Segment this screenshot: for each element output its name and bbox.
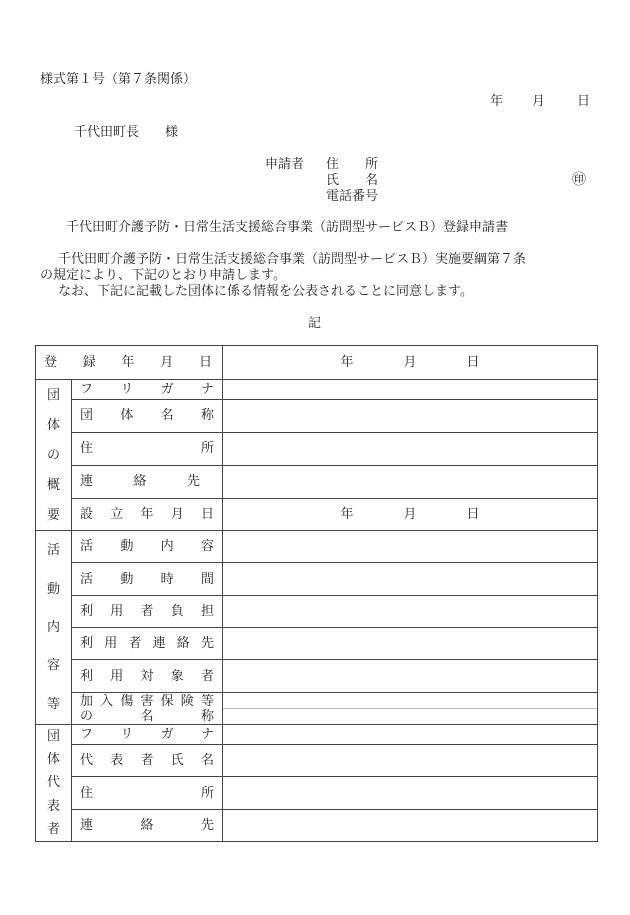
label-char: 内: [160, 539, 174, 554]
target-users-label: [72, 660, 223, 693]
label-char: リ: [120, 727, 134, 743]
label-char: 名: [140, 708, 154, 724]
label-char: 年: [340, 506, 354, 522]
label-char: 者: [128, 636, 142, 651]
label-char: 体: [46, 417, 60, 433]
label-char: リ: [120, 382, 134, 398]
ki-heading: 記: [308, 316, 322, 331]
label-char: 連: [80, 474, 94, 490]
form-number: 様式第１号（第７条関係）: [40, 72, 197, 87]
label-char: 険: [180, 693, 194, 709]
rep-address-label: [72, 777, 223, 809]
applicant-phone-label: 電話番号: [326, 189, 379, 204]
insurance-label: [72, 693, 223, 725]
activity-time-field[interactable]: [223, 563, 598, 596]
label-char: 月: [403, 506, 417, 522]
label-char: 活: [46, 543, 60, 559]
rep-furigana-label: [72, 725, 223, 745]
label-char: 要: [46, 507, 60, 523]
rep-contact-field[interactable]: [223, 809, 598, 841]
label-char: 日: [466, 355, 480, 370]
label-char: 名: [201, 753, 215, 769]
label-char: 活: [80, 539, 94, 554]
label-char: 活: [80, 571, 94, 587]
user-fee-label: [72, 596, 223, 628]
activity-content-label: [72, 531, 223, 563]
date-month-label: 月: [532, 94, 546, 109]
row-group-address: [36, 432, 598, 465]
label-char: 保: [160, 693, 174, 709]
label-char: 名: [160, 408, 174, 424]
label-char: 者: [140, 753, 154, 769]
label-char: 日: [201, 506, 215, 522]
label-char: 絡: [133, 474, 147, 490]
user-contact-field[interactable]: [223, 628, 598, 660]
label-char: フ: [80, 382, 94, 398]
label-char: 年: [340, 355, 354, 370]
label-char: 象: [170, 668, 184, 684]
label-char: 月: [170, 506, 184, 522]
label-char: 対: [140, 668, 154, 684]
established-date-field[interactable]: [223, 498, 598, 530]
group-furigana-field[interactable]: [223, 380, 598, 400]
row-group-furigana: [36, 380, 598, 400]
insurance-field[interactable]: [223, 693, 598, 725]
label-char: 体: [120, 408, 134, 424]
label-char: 時: [160, 571, 174, 587]
group-name-field[interactable]: [223, 400, 598, 432]
label-char: 者: [140, 604, 154, 619]
activities-header: [36, 531, 72, 725]
label-char: 用: [110, 668, 124, 684]
group-contact-field[interactable]: [223, 466, 598, 498]
row-activity-content: [36, 531, 598, 563]
registration-date-field[interactable]: [223, 346, 598, 380]
user-fee-field[interactable]: [223, 596, 598, 628]
label-char: 利: [80, 668, 94, 684]
label-char: 住: [80, 441, 94, 457]
label-char: 傷: [120, 693, 134, 709]
row-insurance: [36, 693, 598, 725]
group-name-label: [72, 400, 223, 432]
group-address-field[interactable]: [223, 432, 598, 465]
label-char: フ: [80, 727, 94, 743]
label-char: 称: [200, 408, 214, 424]
label-char: 内: [46, 619, 60, 635]
registration-date-label: [36, 346, 223, 380]
target-users-field[interactable]: [223, 660, 598, 693]
rep-contact-label: [72, 809, 223, 841]
row-target-users: [36, 660, 598, 693]
label-char: 加: [80, 693, 94, 709]
label-char: 称: [201, 708, 215, 724]
label-char: 日: [466, 506, 480, 522]
label-char: 体: [46, 752, 60, 768]
label-char: 表: [46, 798, 60, 814]
label-char: 年: [121, 355, 135, 370]
label-char: 代: [46, 775, 60, 791]
row-user-contact: [36, 628, 598, 660]
label-char: 絡: [176, 636, 190, 651]
row-established-date: [36, 498, 598, 530]
applicant-address-label: 住 所: [326, 157, 379, 172]
label-char: 登: [44, 355, 58, 370]
body-line-2: の規定により、下記のとおり申請します。: [40, 268, 286, 283]
group-address-label: [72, 432, 223, 465]
label-char: 先: [187, 474, 201, 490]
row-group-contact: [36, 466, 598, 498]
label-char: 録: [82, 355, 96, 370]
label-char: 利: [80, 604, 94, 619]
label-char: 利: [80, 636, 94, 651]
row-rep-furigana: [36, 725, 598, 745]
label-char: 氏: [170, 753, 184, 769]
label-char: 用: [110, 604, 124, 619]
label-char: 日: [199, 355, 213, 370]
label-char: 立: [110, 506, 124, 522]
label-char: 住: [80, 785, 94, 801]
label-char: 容: [200, 539, 214, 554]
applicant-label: 申請者: [265, 157, 305, 172]
label-char: 団: [46, 387, 60, 403]
label-char: ガ: [160, 382, 174, 398]
row-rep-address: [36, 777, 598, 809]
label-char: 年: [140, 506, 154, 522]
label-char: 連: [80, 817, 94, 833]
seal-mark: ㊞: [572, 172, 586, 188]
label-char: 連: [152, 636, 166, 651]
registration-table: [35, 345, 598, 842]
rep-furigana-field[interactable]: [223, 725, 598, 745]
label-char: 月: [403, 355, 417, 370]
label-char: 団: [80, 408, 94, 424]
label-char: 先: [201, 817, 215, 833]
label-char: ナ: [200, 727, 214, 743]
rep-name-field[interactable]: [223, 745, 598, 777]
label-char: 負: [170, 604, 184, 619]
label-char: 動: [120, 571, 134, 587]
group-contact-label: [72, 466, 223, 498]
user-contact-label: [72, 628, 223, 660]
label-char: 団: [46, 729, 60, 745]
label-char: 代: [80, 753, 94, 769]
label-char: 設: [80, 506, 94, 522]
activity-content-field[interactable]: [223, 531, 598, 563]
established-date-label: [72, 498, 223, 530]
label-char: 間: [200, 571, 214, 587]
label-char: 容: [46, 658, 60, 674]
label-char: 等: [46, 696, 60, 712]
row-activity-time: [36, 563, 598, 596]
label-char: 絡: [140, 817, 154, 833]
row-user-fee: [36, 596, 598, 628]
representative-header: [36, 725, 72, 842]
addressee: 千代田町長 様: [74, 125, 179, 140]
label-char: 先: [200, 636, 214, 651]
label-char: 等: [200, 693, 214, 709]
activity-time-label: [72, 563, 223, 596]
date-year-label: 年: [490, 94, 504, 109]
rep-address-field[interactable]: [223, 777, 598, 809]
label-char: の: [46, 447, 60, 463]
label-char: 概: [46, 477, 60, 493]
body-line-3: なお、下記に記載した団体に係る情報を公表されることに同意します。: [58, 284, 473, 299]
label-char: 用: [104, 636, 118, 651]
label-char: 月: [160, 355, 174, 370]
group-furigana-label: [72, 380, 223, 400]
body-line-1: 千代田町介護予防・日常生活支援総合事業（訪問型サービスＢ）実施要綱第７条: [58, 252, 527, 267]
rep-name-label: [72, 745, 223, 777]
label-char: 者: [201, 668, 215, 684]
label-char: の: [80, 708, 94, 724]
label-char: ガ: [160, 727, 174, 743]
label-char: 動: [46, 581, 60, 597]
label-char: 入: [100, 693, 114, 709]
document-title: 千代田町介護予防・日常生活支援総合事業（訪問型サービスＢ）登録申請書: [66, 220, 509, 235]
date-day-label: 日: [577, 94, 591, 109]
label-char: 者: [46, 821, 60, 837]
label-char: 害: [140, 693, 154, 709]
row-group-name: [36, 400, 598, 432]
group-overview-header: [36, 380, 72, 531]
label-char: 表: [110, 753, 124, 769]
label-char: 所: [201, 441, 215, 457]
row-rep-contact: [36, 809, 598, 841]
label-char: 所: [201, 785, 215, 801]
row-registration-date: [36, 346, 598, 380]
label-char: 動: [120, 539, 134, 554]
row-rep-name: [36, 745, 598, 777]
label-char: 担: [201, 604, 215, 619]
label-char: ナ: [200, 382, 214, 398]
applicant-name-label: 氏 名: [326, 173, 379, 188]
